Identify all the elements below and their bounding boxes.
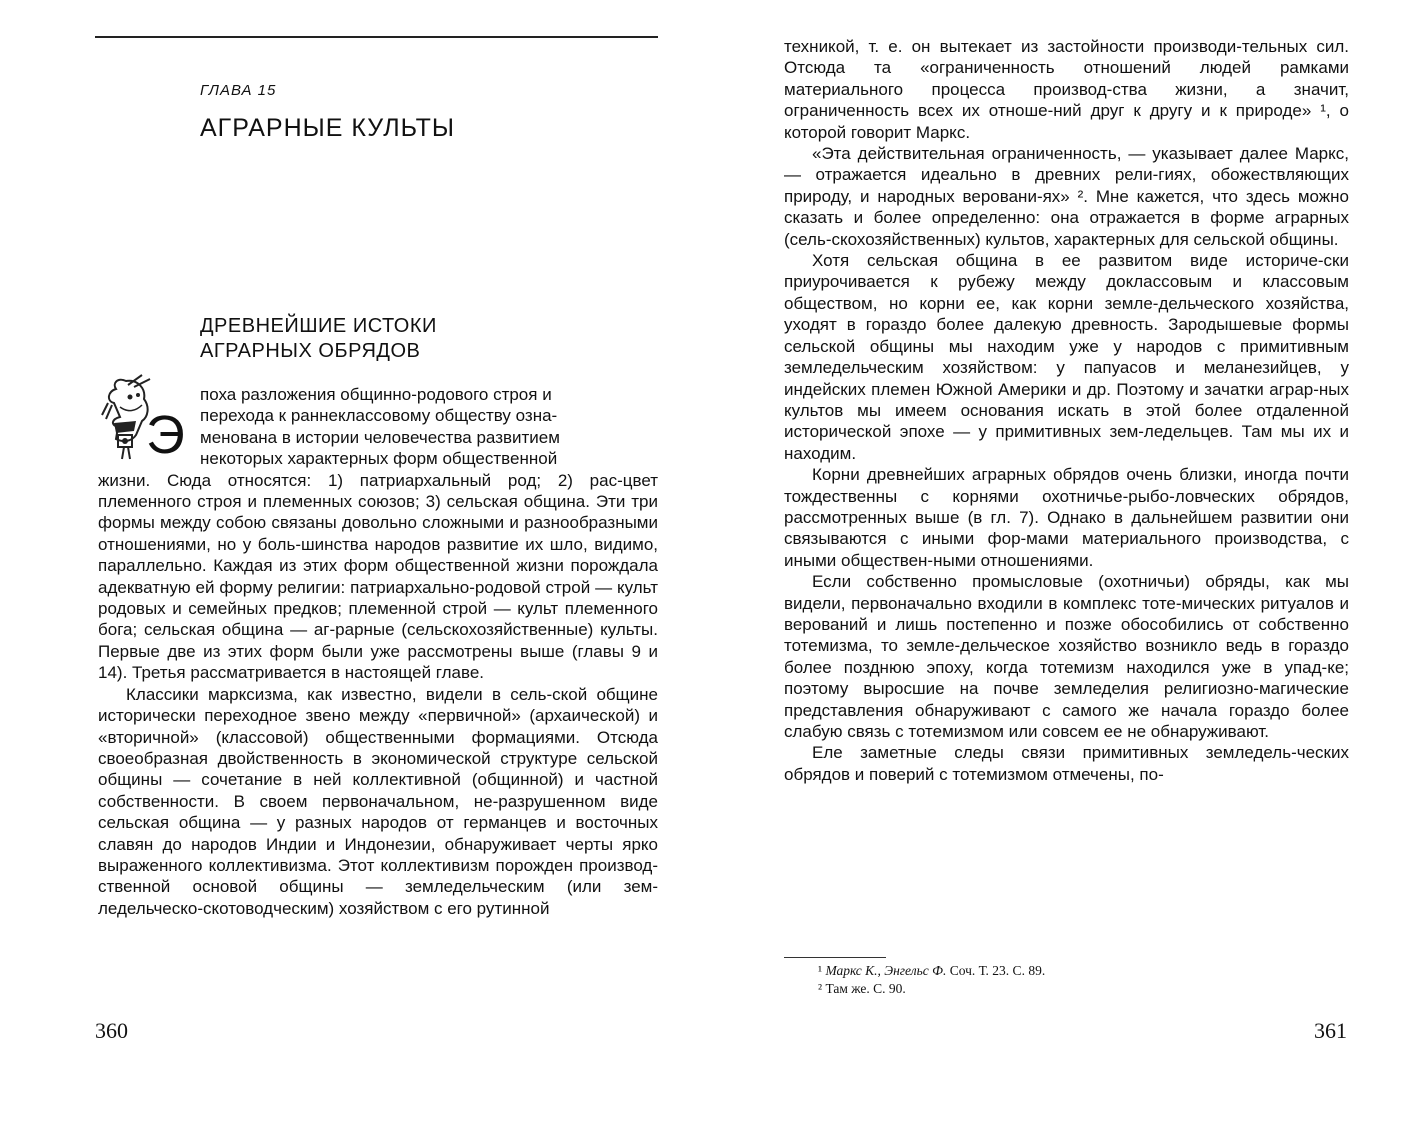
lead-line: поха разложения общинно-родового строя и xyxy=(200,385,552,404)
left-body-text xyxy=(98,384,658,919)
lead-line: перехода к раннеклассовому обществу озна- xyxy=(200,406,558,426)
footnote-text: Соч. Т. 23. С. 89. xyxy=(949,963,1046,978)
paragraph: Корни древнейших аграрных обрядов очень близки, иногда почти тождественны с корнями охотничье-рыбо-ловческих обрядов, рассмотренных выше (в гл. 7). Однако в дальнейшем развитии они связываются с иными фор-мами материального производства, с иными обществен-ными отношениями. xyxy=(784,465,1349,570)
footnote-1 xyxy=(818,962,1045,980)
paragraph: Еле заметные следы связи примитивных земледель-ческих обрядов и поверий с тотемизмом отмечены, по- xyxy=(784,743,1349,784)
footnote-marker: ¹ xyxy=(818,963,823,978)
section-title xyxy=(200,314,437,364)
chapter-title: АГРАРНЫЕ КУЛЬТЫ xyxy=(200,114,455,142)
drop-cap: Э xyxy=(146,405,185,465)
lead-line: менована в истории человечества развитием xyxy=(200,427,560,447)
footnote-author: Маркс К., Энгельс Ф. xyxy=(825,963,947,978)
top-rule xyxy=(95,36,658,38)
footnotes xyxy=(818,962,1045,998)
paragraph: Если собственно промысловые (охотничьи) обряды, как мы видели, первоначально входили в комплекс тоте-мических ритуалов и верований и лишь постепенно и позже обособились от собственно тотемизма, то земле-дельческое хозяйство возникло ведь в гораздо более позднюю эпоху, когда тотемизм находился уже в упад-ке; поэтому выросшие на почве земледелия религиозно-магические представления обнаруживают с самого же начала гораздо более слабую связь с тотемизмом или совсем ее не обнаруживают. xyxy=(784,572,1349,741)
right-body-text xyxy=(784,36,1349,785)
page-number: 360 xyxy=(95,1018,128,1043)
chapter-label: ГЛАВА 15 xyxy=(200,82,277,99)
paragraph: «Эта действительная ограниченность, — указывает далее Маркс, — отражается идеально в древних рели-гиях, обожествляющих природу, и народных веровани-ях» ². Мне кажется, что здесь можно сказать и более определенно: она отражается в форме аграрных (сель-скохозяйственных) культов, характерных для сельской общины. xyxy=(784,144,1349,249)
page-number: 361 xyxy=(1314,1018,1347,1043)
section-title-line2: АГРАРНЫХ ОБРЯДОВ xyxy=(200,340,421,362)
paragraph: Классики марксизма, как известно, видели в сель-ской общине исторически переходное звено между «первичной» (архаической) и «вторичной» (классовой) общественными формациями. Отсюда своеобразная двойственность в экономической структуре сельской общины — сочетание в ней коллективной (общинной) и частной собственности. В своем первоначальном, не-разрушенном виде сельская община — у разных народов от германцев и восточных славян до народов Индии и Индонезии, обнаруживает черты ярко выраженного коллективизма. Этот коллективизм порожден производ-ственной основой общины — земледельческим (или зем-ледельческо-скотоводческим) хозяйством с его рутинной xyxy=(98,684,658,918)
paragraph: техникой, т. е. он вытекает из застойности производи-тельных сил. Отсюда та «ограниченность отношений людей рамками материального процесса производ-ства жизни, а значит, ограниченность всех их отноше-ний друг к другу и к природе» ¹, о которой говорит Маркс. xyxy=(784,37,1349,142)
left-page xyxy=(0,0,706,1130)
lead-lines xyxy=(98,384,658,470)
footnote-marker: ² xyxy=(818,981,823,996)
right-page xyxy=(706,0,1413,1130)
section-title-line1: ДРЕВНЕЙШИЕ ИСТОКИ xyxy=(200,315,437,337)
paragraph: Хотя сельская община в ее развитом виде историче-ски приурочивается к рубежу между доклассовым и классовым обществом, но корни ее, как корни земле-дельческого хозяйства, уходят в гораздо более далекую древность. Зародышевые формы сельской общины мы находим уже у народов с примитивным земледельческим хозяйством: у папуасов и меланезийцев, у индейских племен Южной Америки и др. Поэтому и зачатки аграр-ных культов мы имеем основания искать в этой более отдаленной исторической эпохе — у примитивных зем-ледельцев. Там мы их и находим. xyxy=(784,251,1349,463)
lead-line: некоторых характерных форм общественной xyxy=(200,449,558,469)
paragraph: жизни. Сюда относятся: 1) патриархальный род; 2) рас-цвет племенного строя и племенных союзов; 3) сельская община. Эти три формы между собою связаны довольно сложными и разнообразными отношениями, но у боль-шинства народов развитие их шло, видимо, параллельно. Каждая из этих форм общественной жизни порождала адекватную ей форму религии: патриархально-родовой строй — культ родовых и семейных предков; племенной строй — культ племенного бога; сельская община — аг-рарные (сельскохозяйственные) культы. Первые две из этих форм были уже рассмотрены выше (главы 9 и 14). Третья рассматривается в настоящей главе. xyxy=(98,470,658,683)
footnote-2 xyxy=(818,980,1045,998)
footnote-text: Там же. С. 90. xyxy=(825,981,906,996)
footnote-rule xyxy=(784,957,886,958)
